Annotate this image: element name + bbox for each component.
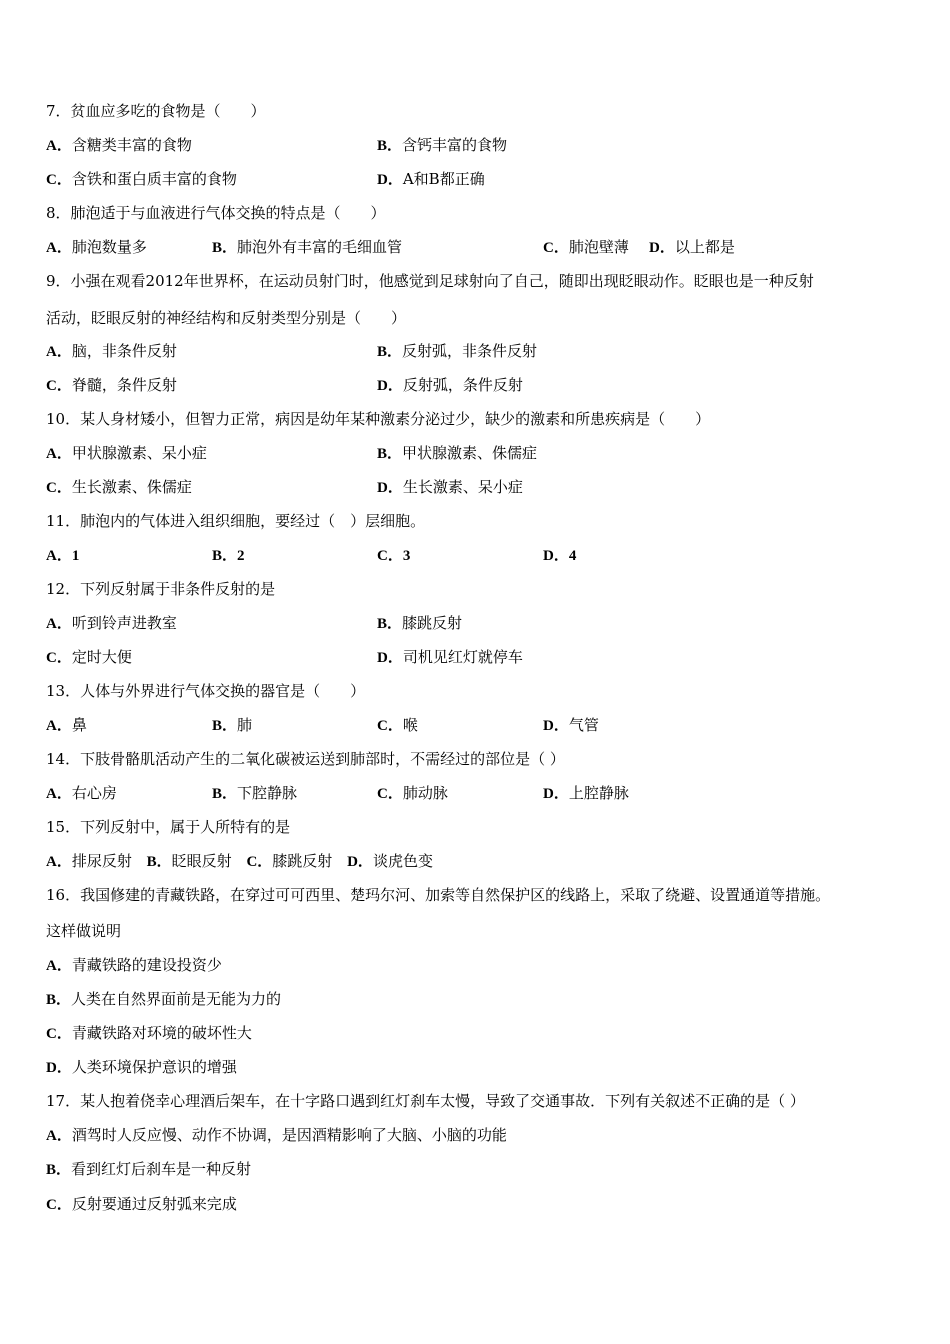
question-7-options-row-2 xyxy=(46,169,926,189)
question-10-options-row-1 xyxy=(46,443,926,463)
question-7-options-row-1 xyxy=(46,135,926,155)
question-9-options-row-1 xyxy=(46,341,926,361)
question-13-stem: 13．人体与外界进行气体交换的器官是（ ） xyxy=(46,682,366,700)
option-b: B．反射弧，非条件反射 xyxy=(377,342,538,360)
question-13-options-row xyxy=(46,715,926,735)
option-b: B．甲状腺激素、侏儒症 xyxy=(377,444,538,462)
option-d: D．生长激素、呆小症 xyxy=(377,478,523,496)
option-a: A．1 xyxy=(46,548,80,564)
option-d: D．上腔静脉 xyxy=(543,784,629,802)
option-d: D．A和B都正确 xyxy=(377,170,485,188)
option-c: C．肺动脉 xyxy=(377,784,448,802)
question-10-options-row-2 xyxy=(46,477,926,497)
option-b: B．眨眼反射 xyxy=(146,852,232,870)
question-14-options-row xyxy=(46,783,926,803)
question-11-options-row xyxy=(46,545,926,565)
option-a: A．甲状腺激素、呆小症 xyxy=(46,444,207,462)
option-b: B．下腔静脉 xyxy=(212,784,298,802)
option-b: B．膝跳反射 xyxy=(377,614,463,632)
question-9-stem-line-1: 9．小强在观看2012年世界杯，在运动员射门时，他感觉到足球射向了自己，随即出现眨眼动作。眨眼也是一种反射 xyxy=(46,272,814,290)
option-a: A．右心房 xyxy=(46,784,117,802)
question-16-option-d: D．人类环境保护意识的增强 xyxy=(46,1058,237,1076)
question-15-options-row xyxy=(46,851,433,872)
option-d: D．司机见红灯就停车 xyxy=(377,648,523,666)
option-d: D．气管 xyxy=(543,716,599,734)
question-8-stem: 8．肺泡适于与血液进行气体交换的特点是（ ） xyxy=(46,204,386,222)
question-12-options-row-1 xyxy=(46,613,926,633)
option-a: A．脑，非条件反射 xyxy=(46,342,177,360)
option-a: A．肺泡数量多 xyxy=(46,238,147,256)
option-c: C．膝跳反射 xyxy=(246,852,333,870)
question-17-option-c: C．反射要通过反射弧来完成 xyxy=(46,1195,237,1213)
question-16-stem-line-1: 16．我国修建的青藏铁路，在穿过可可西里、楚玛尔河、加索等自然保护区的线路上，采取了绕避、设置通道等措施。 xyxy=(46,886,831,904)
question-12-options-row-2 xyxy=(46,647,926,667)
question-10-stem: 10．某人身材矮小，但智力正常，病因是幼年某种激素分泌过少，缺少的激素和所患疾病是（ ） xyxy=(46,410,711,428)
question-11-stem: 11．肺泡内的气体进入组织细胞，要经过（ ）层细胞。 xyxy=(46,512,426,530)
option-c: C．肺泡壁薄 xyxy=(543,238,629,256)
option-c: C．脊髓，条件反射 xyxy=(46,376,177,394)
option-d: D．反射弧，条件反射 xyxy=(377,376,523,394)
option-b: B．2 xyxy=(212,548,245,564)
question-9-options-row-2 xyxy=(46,375,926,395)
option-c: C．定时大便 xyxy=(46,648,132,666)
question-17-option-a: A．酒驾时人反应慢、动作不协调，是因酒精影响了大脑、小脑的功能 xyxy=(46,1126,507,1144)
option-d: D．谈虎色变 xyxy=(347,852,433,870)
question-14-stem: 14．下肢骨骼肌活动产生的二氧化碳被运送到肺部时，不需经过的部位是（ ） xyxy=(46,750,565,768)
question-16-option-a: A．青藏铁路的建设投资少 xyxy=(46,956,222,974)
question-15-stem: 15．下列反射中，属于人所特有的是 xyxy=(46,818,291,836)
option-d: D．4 xyxy=(543,548,577,564)
option-c: C．含铁和蛋白质丰富的食物 xyxy=(46,170,237,188)
question-12-stem: 12．下列反射属于非条件反射的是 xyxy=(46,580,276,598)
question-16-stem-line-2: 这样做说明 xyxy=(46,922,122,940)
option-d: D．以上都是 xyxy=(649,238,735,256)
question-9-stem-line-2: 活动，眨眼反射的神经结构和反射类型分别是（ ） xyxy=(46,309,407,327)
question-7-stem: 7．贫血应多吃的食物是（ ） xyxy=(46,102,266,120)
option-b: B．肺泡外有丰富的毛细血管 xyxy=(212,238,403,256)
option-c: C．喉 xyxy=(377,716,418,734)
question-16-option-b: B．人类在自然界面前是无能为力的 xyxy=(46,990,282,1008)
option-a: A．排尿反射 xyxy=(46,852,132,870)
option-b: B．肺 xyxy=(212,716,253,734)
question-17-stem: 17．某人抱着侥幸心理酒后架车，在十字路口遇到红灯刹车太慢，导致了交通事故．下列有关叙述不正确的是（ ） xyxy=(46,1092,805,1110)
question-16-option-c: C．青藏铁路对环境的破坏性大 xyxy=(46,1024,252,1042)
option-a: A．听到铃声进教室 xyxy=(46,614,177,632)
question-17-option-b: B．看到红灯后刹车是一种反射 xyxy=(46,1160,252,1178)
option-a: A．含糖类丰富的食物 xyxy=(46,136,192,154)
question-8-options-row xyxy=(46,237,926,257)
option-c: C．生长激素、侏儒症 xyxy=(46,478,192,496)
option-a: A．鼻 xyxy=(46,716,87,734)
option-b: B．含钙丰富的食物 xyxy=(377,136,508,154)
option-c: C．3 xyxy=(377,548,411,564)
